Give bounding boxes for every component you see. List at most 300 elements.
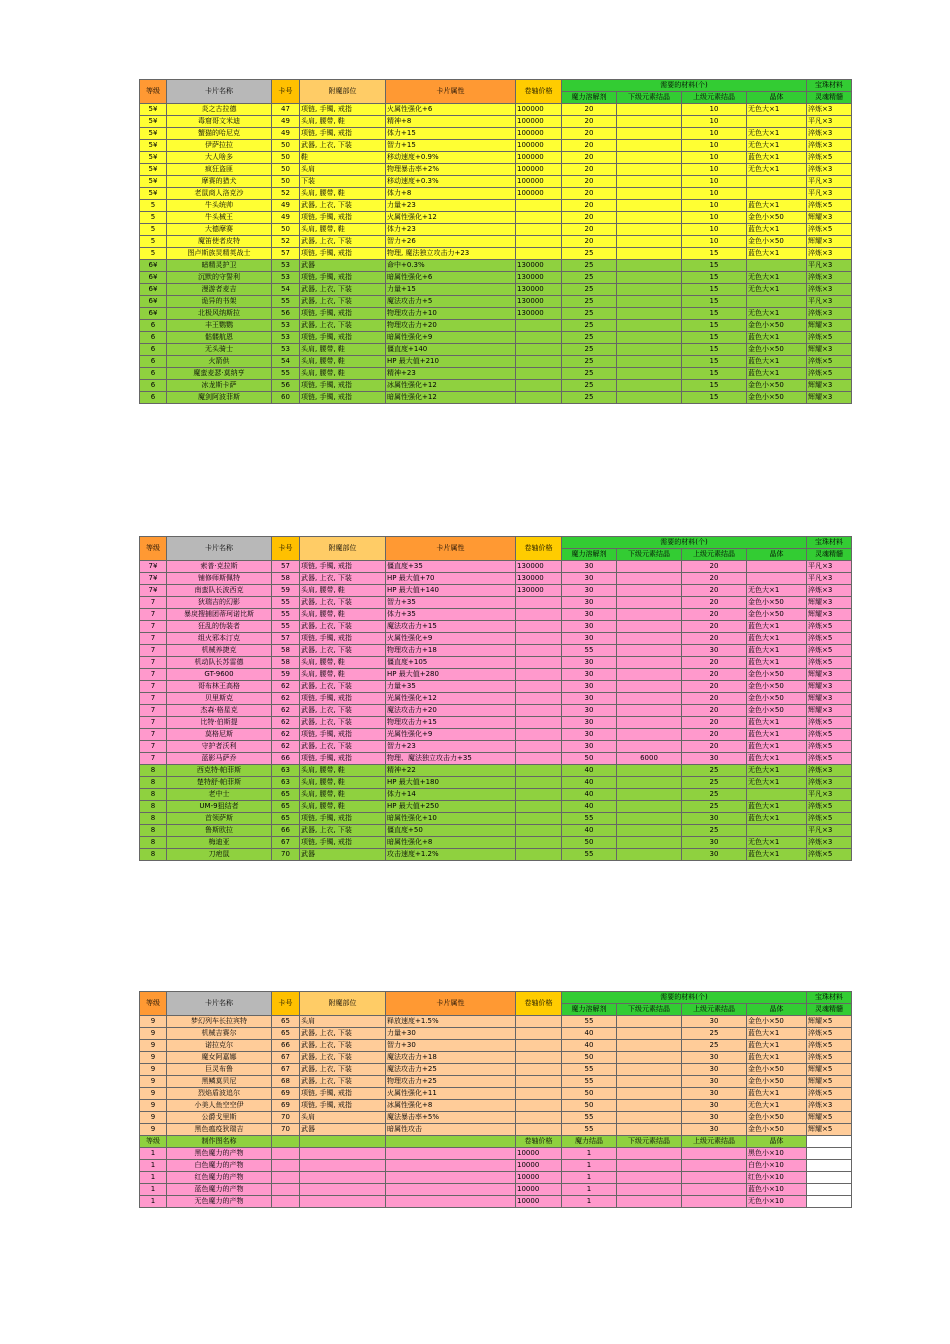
- header-crystal: 晶体: [747, 1004, 807, 1016]
- craft-cell: [272, 1160, 300, 1172]
- cell-price: [516, 789, 562, 801]
- cell-part: 武器, 上衣, 下装: [300, 320, 386, 332]
- cell-lower: [617, 597, 682, 609]
- cell-lower: [617, 1076, 682, 1088]
- cell-magic: 20: [562, 116, 617, 128]
- cell-name: 西克特·帕菲斯: [167, 765, 272, 777]
- cell-attr: HP 最大值+70: [386, 573, 516, 585]
- table-row: [140, 621, 852, 633]
- cell-soul: 淬炼×5: [807, 633, 852, 645]
- header-part: 附魔部位: [300, 992, 386, 1016]
- table-2-body: [140, 561, 852, 861]
- cell-price: 130000: [516, 585, 562, 597]
- cell-card: 50: [272, 176, 300, 188]
- cell-level: 8: [140, 801, 167, 813]
- craft-cell: 无色魔力的产物: [167, 1196, 272, 1208]
- header-name: 卡片名称: [167, 80, 272, 104]
- cell-name: 守护者沃利: [167, 741, 272, 753]
- cell-attr: 移动速度+0.3%: [386, 176, 516, 188]
- header-upper: 上级元素结晶: [682, 92, 747, 104]
- cell-level: 6: [140, 320, 167, 332]
- cell-upper: 30: [682, 813, 747, 825]
- cell-crystal: 蓝色大×1: [747, 645, 807, 657]
- header-level: 等级: [140, 80, 167, 104]
- cell-crystal: 金色小×50: [747, 1016, 807, 1028]
- cell-name: 贝里斯克: [167, 693, 272, 705]
- cell-soul: 平凡×3: [807, 825, 852, 837]
- table-row: [140, 777, 852, 789]
- cell-soul: 辉耀×3: [807, 669, 852, 681]
- cell-price: [516, 356, 562, 368]
- header-upper: 上级元素结晶: [682, 549, 747, 561]
- cell-magic: 30: [562, 585, 617, 597]
- table-row: [140, 801, 852, 813]
- cell-part: 鞋: [300, 152, 386, 164]
- cell-crystal: 蓝色大×1: [747, 849, 807, 861]
- cell-soul: 辉耀×3: [807, 609, 852, 621]
- cell-lower: [617, 392, 682, 404]
- header-crystal: 晶体: [747, 549, 807, 561]
- cell-magic: 30: [562, 729, 617, 741]
- craft-cell: 红色小×10: [747, 1172, 807, 1184]
- cell-price: [516, 368, 562, 380]
- cell-soul: 辉耀×5: [807, 1076, 852, 1088]
- cell-lower: [617, 200, 682, 212]
- cell-magic: 40: [562, 1028, 617, 1040]
- cell-upper: 20: [682, 597, 747, 609]
- cell-attr: 命中+0.3%: [386, 260, 516, 272]
- cell-attr: 力量+23: [386, 200, 516, 212]
- cell-crystal: [747, 176, 807, 188]
- cell-lower: [617, 368, 682, 380]
- cell-lower: [617, 248, 682, 260]
- cell-lower: [617, 561, 682, 573]
- cell-lower: [617, 188, 682, 200]
- cell-attr: 物理攻击力+20: [386, 320, 516, 332]
- table-row: [140, 717, 852, 729]
- cell-crystal: [747, 825, 807, 837]
- cell-part: 项链, 手镯, 戒指: [300, 392, 386, 404]
- cell-crystal: 蓝色大×1: [747, 248, 807, 260]
- table-row: [140, 212, 852, 224]
- craft-header-cell: [807, 1136, 852, 1148]
- cell-level: 7: [140, 621, 167, 633]
- cell-magic: 30: [562, 573, 617, 585]
- cell-upper: 20: [682, 657, 747, 669]
- cell-name: 大人啥多: [167, 152, 272, 164]
- cell-attr: 暗属性攻击: [386, 1124, 516, 1136]
- cell-attr: 体力+15: [386, 128, 516, 140]
- cell-name: 炎之古拉德: [167, 104, 272, 116]
- cell-card: 52: [272, 188, 300, 200]
- cell-attr: 体力+8: [386, 188, 516, 200]
- cell-lower: [617, 272, 682, 284]
- craft-header-cell: 晶体: [747, 1136, 807, 1148]
- cell-level: 9: [140, 1088, 167, 1100]
- craft-cell: [272, 1184, 300, 1196]
- cell-part: 武器, 上衣, 下装: [300, 573, 386, 585]
- cell-magic: 30: [562, 609, 617, 621]
- cell-attr: 释放速度+1.5%: [386, 1016, 516, 1028]
- header-lower: 下级元素结晶: [617, 549, 682, 561]
- cell-part: 头肩, 腰带, 鞋: [300, 116, 386, 128]
- table-row: [140, 789, 852, 801]
- cell-upper: 20: [682, 609, 747, 621]
- cell-name: 蓝影马萨乔: [167, 753, 272, 765]
- cell-soul: 平凡×3: [807, 296, 852, 308]
- cell-price: 130000: [516, 272, 562, 284]
- cell-card: 69: [272, 1100, 300, 1112]
- header-need: 需要的材料(个): [562, 992, 807, 1004]
- cell-level: 9: [140, 1112, 167, 1124]
- cell-level: 7: [140, 705, 167, 717]
- cell-card: 56: [272, 380, 300, 392]
- table-1-body: [140, 104, 852, 404]
- cell-soul: 淬炼×3: [807, 284, 852, 296]
- craft-cell: 1: [140, 1148, 167, 1160]
- cell-magic: 25: [562, 392, 617, 404]
- cell-lower: [617, 1088, 682, 1100]
- cell-upper: 30: [682, 1124, 747, 1136]
- header-soul: 灵魂精髓: [807, 92, 852, 104]
- cell-price: [516, 849, 562, 861]
- cell-soul: 淬炼×5: [807, 717, 852, 729]
- craft-cell: 1: [140, 1160, 167, 1172]
- cell-upper: 30: [682, 1052, 747, 1064]
- cell-level: 6: [140, 368, 167, 380]
- cell-name: 老鼠商人洛克沙: [167, 188, 272, 200]
- cell-upper: 20: [682, 681, 747, 693]
- cell-card: 70: [272, 1124, 300, 1136]
- cell-price: [516, 825, 562, 837]
- cell-part: 头肩, 腰带, 鞋: [300, 789, 386, 801]
- cell-magic: 20: [562, 176, 617, 188]
- cell-card: 55: [272, 609, 300, 621]
- cell-price: 100000: [516, 152, 562, 164]
- cell-upper: 15: [682, 272, 747, 284]
- craft-header-cell: [300, 1136, 386, 1148]
- cell-part: 武器, 上衣, 下装: [300, 200, 386, 212]
- cell-upper: 15: [682, 260, 747, 272]
- craft-cell: [272, 1148, 300, 1160]
- cell-lower: [617, 296, 682, 308]
- craft-cell: [617, 1196, 682, 1208]
- table-row: [140, 152, 852, 164]
- cell-attr: 暗属性强化+12: [386, 392, 516, 404]
- cell-level: 6¥: [140, 272, 167, 284]
- cell-soul: 淬炼×5: [807, 729, 852, 741]
- cell-magic: 20: [562, 128, 617, 140]
- cell-attr: 魔法攻击力+15: [386, 621, 516, 633]
- cell-lower: [617, 729, 682, 741]
- cell-soul: 辉耀×3: [807, 597, 852, 609]
- cell-crystal: 无色大×1: [747, 837, 807, 849]
- cell-lower: [617, 813, 682, 825]
- cell-price: [516, 597, 562, 609]
- craft-cell: 蓝色魔力的产物: [167, 1184, 272, 1196]
- cell-level: 9: [140, 1100, 167, 1112]
- cell-attr: 魔法暴击率+5%: [386, 1112, 516, 1124]
- cell-crystal: 蓝色大×1: [747, 813, 807, 825]
- cell-attr: 智力+26: [386, 236, 516, 248]
- cell-card: 58: [272, 573, 300, 585]
- cell-lower: [617, 849, 682, 861]
- cell-upper: 20: [682, 693, 747, 705]
- cell-attr: 冰属性强化+8: [386, 1100, 516, 1112]
- cell-crystal: 蓝色大×1: [747, 1088, 807, 1100]
- cell-soul: 淬炼×3: [807, 585, 852, 597]
- cell-level: 6: [140, 380, 167, 392]
- header-attr: 卡片属性: [386, 992, 516, 1016]
- cell-crystal: 无色大×1: [747, 1100, 807, 1112]
- craft-cell: 1: [140, 1184, 167, 1196]
- cell-lower: [617, 212, 682, 224]
- cell-level: 8: [140, 777, 167, 789]
- cell-card: 70: [272, 1112, 300, 1124]
- cell-card: 57: [272, 633, 300, 645]
- cell-crystal: 蓝色大×1: [747, 332, 807, 344]
- cell-part: 武器, 上衣, 下装: [300, 717, 386, 729]
- cell-part: 武器, 上衣, 下装: [300, 621, 386, 633]
- cell-part: 武器, 上衣, 下装: [300, 597, 386, 609]
- table-row: [140, 140, 852, 152]
- cell-card: 63: [272, 777, 300, 789]
- table-row: [140, 681, 852, 693]
- cell-lower: [617, 1040, 682, 1052]
- cell-price: [516, 248, 562, 260]
- cell-crystal: 蓝色大×1: [747, 1028, 807, 1040]
- cell-magic: 40: [562, 801, 617, 813]
- cell-lower: [617, 645, 682, 657]
- cell-part: 项链, 手镯, 戒指: [300, 1100, 386, 1112]
- cell-upper: 20: [682, 633, 747, 645]
- header-spec: 宝珠材料: [807, 992, 852, 1004]
- cell-part: 头肩, 腰带, 鞋: [300, 657, 386, 669]
- cell-magic: 40: [562, 825, 617, 837]
- cell-level: 7¥: [140, 585, 167, 597]
- cell-card: 69: [272, 1088, 300, 1100]
- cell-crystal: 无色大×1: [747, 777, 807, 789]
- cell-upper: 30: [682, 849, 747, 861]
- cell-lower: [617, 344, 682, 356]
- cell-soul: 淬炼×5: [807, 753, 852, 765]
- cell-level: 8: [140, 825, 167, 837]
- cell-part: 项链, 手镯, 戒指: [300, 1088, 386, 1100]
- cell-upper: 15: [682, 284, 747, 296]
- cell-attr: 暗属性强化+10: [386, 813, 516, 825]
- cell-name: 机动队长苏雷德: [167, 657, 272, 669]
- cell-name: 南蛮队长波西克: [167, 585, 272, 597]
- cell-level: 7: [140, 597, 167, 609]
- cell-crystal: 金色小×50: [747, 236, 807, 248]
- cell-soul: 淬炼×5: [807, 1052, 852, 1064]
- cell-upper: 15: [682, 368, 747, 380]
- cell-part: 下装: [300, 176, 386, 188]
- cell-soul: 淬炼×5: [807, 645, 852, 657]
- cell-upper: 15: [682, 296, 747, 308]
- cell-crystal: 蓝色大×1: [747, 717, 807, 729]
- cell-soul: 辉耀×3: [807, 392, 852, 404]
- cell-part: 项链, 手镯, 戒指: [300, 753, 386, 765]
- cell-attr: 精神+8: [386, 116, 516, 128]
- cell-crystal: [747, 561, 807, 573]
- craft-cell: [807, 1196, 852, 1208]
- cell-name: 鲁斯欧拉: [167, 825, 272, 837]
- cell-crystal: 金色小×50: [747, 1124, 807, 1136]
- cell-attr: 僵直度+50: [386, 825, 516, 837]
- cell-name: 暴戾搜捕团蒂珂诺比斯: [167, 609, 272, 621]
- cell-magic: 40: [562, 765, 617, 777]
- cell-level: 6¥: [140, 284, 167, 296]
- cell-name: 无头骑士: [167, 344, 272, 356]
- cell-soul: 淬炼×5: [807, 1040, 852, 1052]
- cell-name: 狄瑞吉的幻影: [167, 597, 272, 609]
- sheet-1: [139, 79, 851, 404]
- cell-name: 魔剑阿波菲斯: [167, 392, 272, 404]
- cell-soul: 辉耀×3: [807, 320, 852, 332]
- cell-crystal: 蓝色大×1: [747, 621, 807, 633]
- cell-magic: 30: [562, 705, 617, 717]
- cell-part: 武器: [300, 1124, 386, 1136]
- craft-cell: [617, 1148, 682, 1160]
- table-row: [140, 705, 852, 717]
- cell-price: [516, 212, 562, 224]
- cell-name: GT-9600: [167, 669, 272, 681]
- table-row: [140, 1064, 852, 1076]
- cell-part: 武器, 上衣, 下装: [300, 741, 386, 753]
- cell-level: 5¥: [140, 140, 167, 152]
- cell-upper: 25: [682, 801, 747, 813]
- cell-crystal: 金色小×50: [747, 609, 807, 621]
- table-row: [140, 741, 852, 753]
- cell-lower: [617, 224, 682, 236]
- header-lower: 下级元素结晶: [617, 1004, 682, 1016]
- cell-price: [516, 765, 562, 777]
- cell-name: 比特·伯斯提: [167, 717, 272, 729]
- cell-name: 组火邪本汀克: [167, 633, 272, 645]
- cell-attr: 物理攻击力+18: [386, 645, 516, 657]
- cell-magic: 25: [562, 368, 617, 380]
- cell-crystal: 金色小×50: [747, 669, 807, 681]
- cell-magic: 25: [562, 248, 617, 260]
- table-3-body: [140, 1016, 852, 1208]
- cell-magic: 50: [562, 753, 617, 765]
- cell-name: 北极风纳斯拉: [167, 308, 272, 320]
- cell-upper: 25: [682, 777, 747, 789]
- table-row: [140, 176, 852, 188]
- cell-crystal: 蓝色大×1: [747, 657, 807, 669]
- cell-magic: 40: [562, 1040, 617, 1052]
- table-row: [140, 332, 852, 344]
- cell-level: 6: [140, 332, 167, 344]
- cell-upper: 15: [682, 320, 747, 332]
- cell-magic: 20: [562, 212, 617, 224]
- cell-price: [516, 741, 562, 753]
- table-row: [140, 236, 852, 248]
- table-row: [140, 1100, 852, 1112]
- cell-upper: 30: [682, 753, 747, 765]
- cell-lower: [617, 801, 682, 813]
- cell-magic: 30: [562, 597, 617, 609]
- header-upper: 上级元素结晶: [682, 1004, 747, 1016]
- cell-upper: 20: [682, 573, 747, 585]
- table-row: [140, 116, 852, 128]
- cell-card: 57: [272, 561, 300, 573]
- cell-crystal: 无色大×1: [747, 284, 807, 296]
- cell-magic: 20: [562, 236, 617, 248]
- cell-name: 老中士: [167, 789, 272, 801]
- cell-lower: [617, 633, 682, 645]
- cell-attr: 力量+15: [386, 284, 516, 296]
- cell-attr: HP 最大值+250: [386, 801, 516, 813]
- cell-attr: 火属性强化+9: [386, 633, 516, 645]
- cell-price: [516, 777, 562, 789]
- cell-soul: 辉耀×3: [807, 681, 852, 693]
- cell-crystal: 无色大×1: [747, 128, 807, 140]
- cell-name: 大德摩赛: [167, 224, 272, 236]
- cell-name: 黑色瘟疫狄瑞吉: [167, 1124, 272, 1136]
- cell-name: 小美人鱼空空伊: [167, 1100, 272, 1112]
- cell-level: 9: [140, 1076, 167, 1088]
- cell-level: 6¥: [140, 260, 167, 272]
- cell-price: [516, 344, 562, 356]
- cell-upper: 30: [682, 1088, 747, 1100]
- cell-lower: [617, 573, 682, 585]
- cell-part: 武器, 上衣, 下装: [300, 284, 386, 296]
- cell-card: 68: [272, 1076, 300, 1088]
- cell-level: 6: [140, 356, 167, 368]
- cell-upper: 30: [682, 645, 747, 657]
- cell-lower: [617, 152, 682, 164]
- cell-part: 项链, 手镯, 戒指: [300, 380, 386, 392]
- cell-card: 65: [272, 789, 300, 801]
- table-row: [140, 260, 852, 272]
- cell-soul: 淬炼×3: [807, 128, 852, 140]
- cell-level: 5: [140, 224, 167, 236]
- craft-row: [140, 1172, 852, 1184]
- cell-soul: 淬炼×5: [807, 224, 852, 236]
- cell-part: 武器, 上衣, 下装: [300, 140, 386, 152]
- cell-part: 武器, 上衣, 下装: [300, 825, 386, 837]
- cell-level: 9: [140, 1124, 167, 1136]
- cell-crystal: 蓝色大×1: [747, 1052, 807, 1064]
- cell-lower: [617, 669, 682, 681]
- table-row: [140, 200, 852, 212]
- cell-name: 铺修师斯佩特: [167, 573, 272, 585]
- cell-attr: 物理暴击率+2%: [386, 164, 516, 176]
- cell-card: 65: [272, 813, 300, 825]
- cell-price: 130000: [516, 260, 562, 272]
- cell-lower: [617, 320, 682, 332]
- cell-part: 项链, 手镯, 戒指: [300, 693, 386, 705]
- cell-part: 武器, 上衣, 下装: [300, 645, 386, 657]
- cell-price: [516, 236, 562, 248]
- cell-part: 武器, 上衣, 下装: [300, 1040, 386, 1052]
- cell-name: 索普·克拉斯: [167, 561, 272, 573]
- header-level: 等级: [140, 537, 167, 561]
- cell-price: [516, 1052, 562, 1064]
- cell-upper: 25: [682, 765, 747, 777]
- craft-cell: [300, 1172, 386, 1184]
- cell-lower: [617, 116, 682, 128]
- cell-name: 沉默的守誓利: [167, 272, 272, 284]
- cell-part: 头肩, 腰带, 鞋: [300, 344, 386, 356]
- cell-name: 哥布林王高格: [167, 681, 272, 693]
- cell-lower: [617, 777, 682, 789]
- table-row: [140, 164, 852, 176]
- cell-upper: 15: [682, 392, 747, 404]
- cell-card: 53: [272, 272, 300, 284]
